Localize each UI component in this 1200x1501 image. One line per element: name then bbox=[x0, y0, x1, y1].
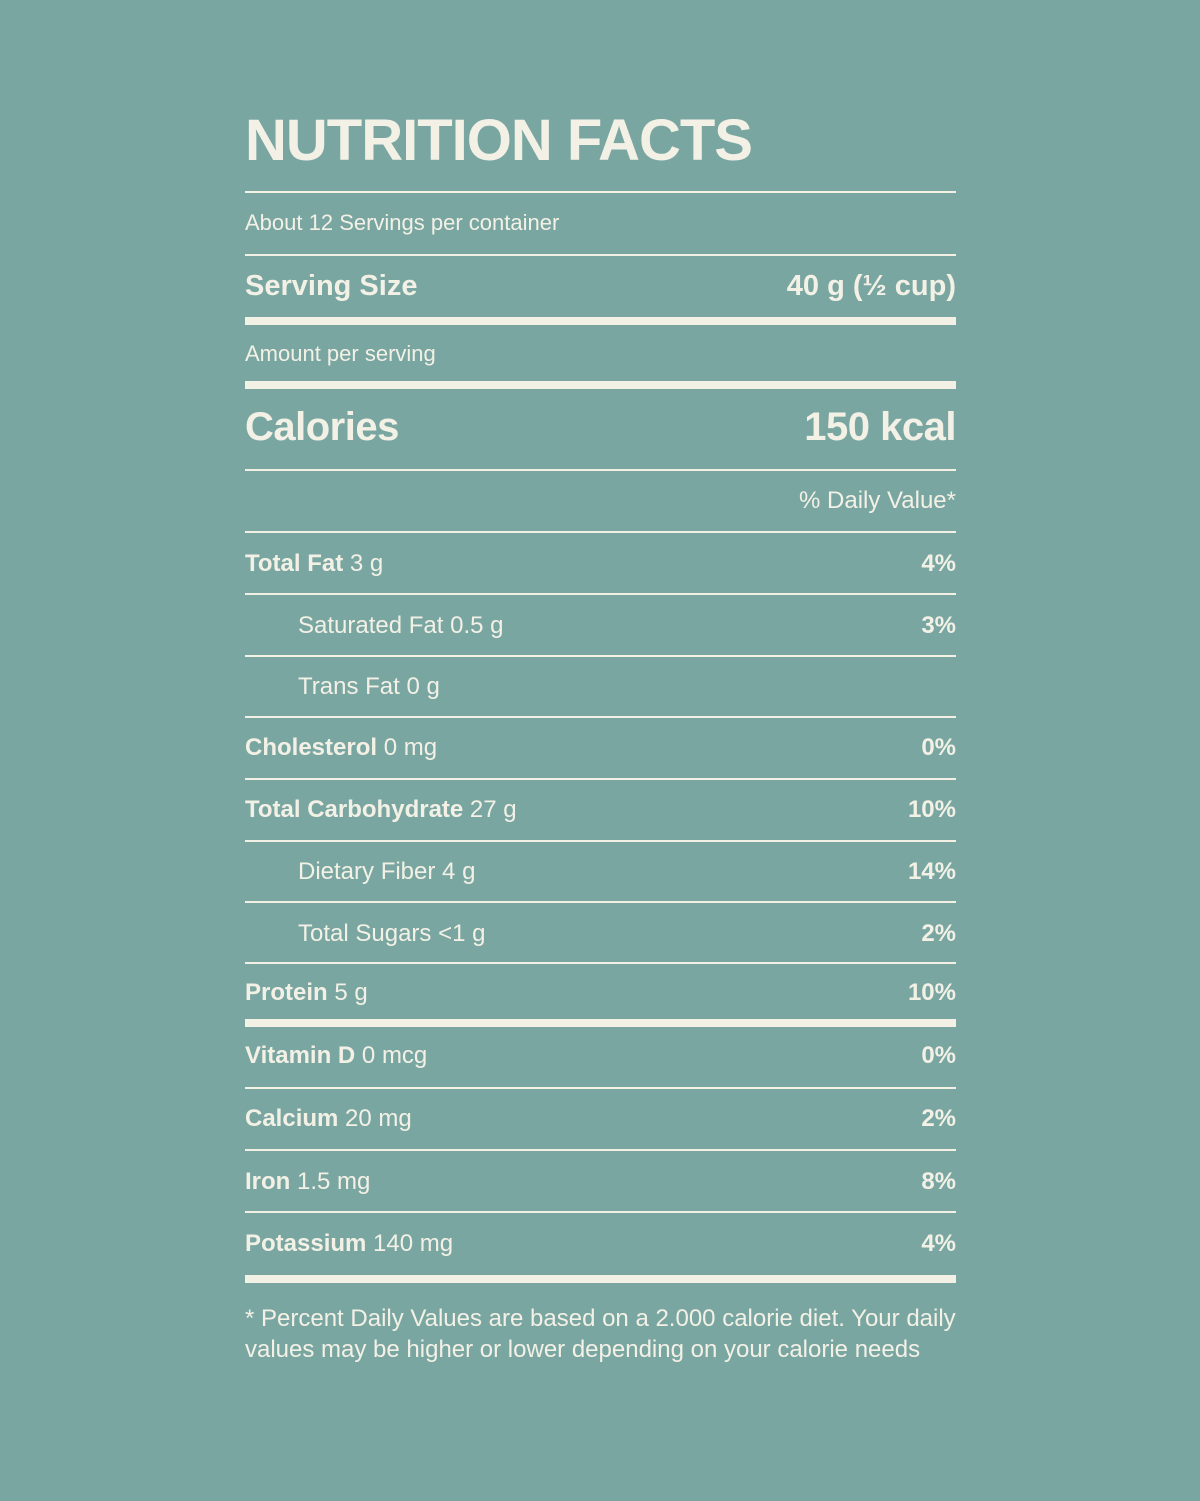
divider bbox=[245, 962, 956, 964]
nutrient-amount: 27 g bbox=[469, 796, 517, 823]
nutrient-amount: 20 mg bbox=[345, 1105, 412, 1132]
nutrient-daily-value: 10% bbox=[907, 796, 956, 823]
divider bbox=[245, 716, 956, 718]
nutrient-daily-value: 4% bbox=[921, 550, 956, 577]
nutrient-label: Potassium bbox=[245, 1230, 367, 1257]
nutrient-row-saturated-fat bbox=[245, 611, 956, 641]
nutrient-amount: <1 g bbox=[438, 920, 486, 947]
divider bbox=[245, 1087, 956, 1089]
divider bbox=[245, 191, 956, 193]
nutrient-name-amount bbox=[245, 1167, 370, 1197]
footnote: * Percent Daily Values are based on a 2.000 calorie diet. Your daily values may be higher or lower depending on your calorie needs bbox=[245, 1305, 956, 1363]
serving-size-value: 40 g (½ cup) bbox=[786, 269, 956, 302]
nutrient-daily-value: 8% bbox=[921, 1168, 956, 1195]
nutrient-amount: 140 mg bbox=[373, 1230, 454, 1257]
nutrient-daily-value: 2% bbox=[921, 920, 956, 947]
nutrient-name-amount bbox=[298, 857, 475, 887]
nutrient-name-amount bbox=[245, 1229, 453, 1259]
nutrient-label: Dietary Fiber bbox=[298, 858, 436, 885]
nutrient-label: Calcium bbox=[245, 1105, 339, 1132]
nutrient-row-potassium bbox=[245, 1229, 956, 1259]
nutrient-label: Total Carbohydrate bbox=[245, 796, 464, 823]
nutrient-row-protein bbox=[245, 978, 956, 1008]
nutrient-daily-value: 0% bbox=[921, 1042, 956, 1069]
nutrient-amount: 5 g bbox=[334, 979, 368, 1006]
nutrient-daily-value: 14% bbox=[907, 858, 956, 885]
divider bbox=[245, 593, 956, 595]
calories-value: 150 kcal bbox=[804, 404, 956, 449]
nutrient-amount: 3 g bbox=[349, 550, 384, 577]
nutrient-row-cholesterol bbox=[245, 733, 956, 763]
nutrient-name-amount bbox=[245, 795, 517, 825]
divider bbox=[245, 1149, 956, 1151]
nutrient-label: Protein bbox=[245, 979, 328, 1006]
nutrient-amount: 0 mcg bbox=[361, 1042, 428, 1069]
nutrient-label: Total Fat bbox=[245, 550, 344, 577]
nutrient-row-total-carbohydrate bbox=[245, 795, 956, 825]
divider bbox=[245, 531, 956, 533]
divider bbox=[245, 469, 956, 471]
nutrient-row-dietary-fiber bbox=[245, 857, 956, 887]
nutrient-label: Saturated Fat bbox=[298, 612, 444, 639]
nutrient-name-amount bbox=[298, 672, 440, 702]
nutrient-label: Total Sugars bbox=[298, 920, 432, 947]
nutrient-amount: 0 g bbox=[406, 673, 440, 700]
nutrient-daily-value: 10% bbox=[907, 979, 956, 1006]
thick-divider bbox=[245, 1019, 956, 1027]
daily-value-header: % Daily Value* bbox=[799, 487, 956, 514]
nutrient-row-vitamin-d bbox=[245, 1041, 956, 1071]
nutrient-row-total-sugars bbox=[245, 919, 956, 949]
servings-per-container: About 12 Servings per container bbox=[245, 210, 560, 235]
calories-row bbox=[245, 402, 956, 452]
nutrient-name-amount bbox=[245, 1104, 412, 1134]
nutrient-label: Iron bbox=[245, 1168, 291, 1195]
serving-size-row bbox=[245, 266, 956, 306]
nutrient-row-iron bbox=[245, 1167, 956, 1197]
nutrient-daily-value: 3% bbox=[921, 612, 956, 639]
nutrient-name-amount bbox=[245, 549, 383, 579]
serving-size-label: Serving Size bbox=[245, 269, 418, 302]
nutrient-name-amount bbox=[245, 1041, 427, 1071]
thick-divider bbox=[245, 317, 956, 325]
nutrient-name-amount bbox=[298, 919, 485, 949]
nutrient-daily-value: 0% bbox=[921, 734, 956, 761]
nutrient-row-trans-fat bbox=[245, 672, 956, 702]
thick-divider bbox=[245, 1275, 956, 1283]
nutrient-daily-value: 4% bbox=[921, 1230, 956, 1257]
nutrient-amount: 0 mg bbox=[383, 734, 438, 761]
nutrient-label: Vitamin D bbox=[245, 1042, 356, 1069]
amount-per-serving: Amount per serving bbox=[245, 341, 436, 366]
divider bbox=[245, 254, 956, 256]
divider bbox=[245, 655, 956, 657]
thick-divider bbox=[245, 381, 956, 389]
nutrient-row-calcium bbox=[245, 1104, 956, 1134]
nutrient-name-amount bbox=[298, 611, 503, 641]
calories-label: Calories bbox=[245, 404, 399, 449]
divider bbox=[245, 778, 956, 780]
nutrient-name-amount bbox=[245, 733, 437, 763]
nutrient-label: Cholesterol bbox=[245, 734, 378, 761]
nutrient-amount: 1.5 mg bbox=[297, 1168, 371, 1195]
nutrient-amount: 0.5 g bbox=[450, 612, 504, 639]
page-title: NUTRITION FACTS bbox=[245, 108, 752, 173]
nutrient-amount: 4 g bbox=[442, 858, 476, 885]
divider bbox=[245, 901, 956, 903]
nutrient-daily-value: 2% bbox=[921, 1105, 956, 1132]
divider bbox=[245, 840, 956, 842]
divider bbox=[245, 1211, 956, 1213]
nutrient-row-total-fat bbox=[245, 549, 956, 579]
nutrient-name-amount bbox=[245, 978, 368, 1008]
nutrient-label: Trans Fat bbox=[298, 673, 400, 700]
